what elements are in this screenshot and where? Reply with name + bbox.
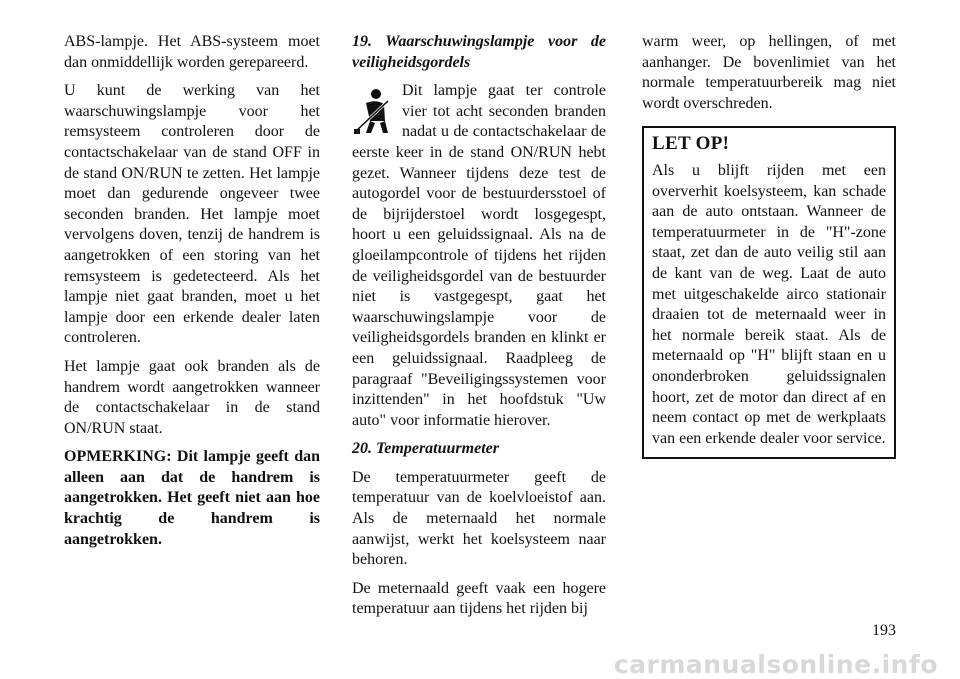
page-number: 193: [872, 622, 896, 639]
seatbelt-section: [352, 81, 606, 439]
watermark: carmanualsonline.info: [613, 650, 938, 679]
paragraph-abs-repair: ABS-lampje. Het ABS-systeem moet dan onmiddellijk worden gerepareerd.: [64, 33, 320, 71]
column-middle: [352, 32, 606, 628]
paragraph-handbrake: Het lampje gaat ook branden als de handrem wordt aangetrokken wanneer de contactschakelaar in de stand ON/RUN staat.: [64, 357, 320, 437]
warning-text: Als u blijft rijden met een oververhit koelsysteem, kan schade aan de auto ontstaan. Wanneer de temperatuurmeter in de "H"-zone staat, zet dan de auto veilig stil aan de kant van de weg. Laat de auto met uitgeschakelde airco stationair draaien tot de meternaald weer in het normale bereik staat. Als de meternaald op "H" blijft staan en u ononderbroken geluidssignalen hoort, zet de motor dan direct af en neem contact op met de werkplaats van een erkende dealer voor service.: [652, 161, 886, 447]
warning-title: LET OP!: [652, 133, 730, 155]
note-handbrake: OPMERKING: Dit lampje geeft dan alleen aan dat de handrem is aangetrokken. Het geeft niet aan hoe krachtig de handrem is aangetrokken.: [64, 448, 320, 548]
heading-seatbelt-warning: 19. Waarschuwingslampje voor de veiligheidsgordels: [352, 33, 606, 71]
column-right: [642, 32, 896, 459]
heading-temperature-gauge: 20. Temperatuurmeter: [352, 440, 499, 458]
warning-box: [642, 126, 896, 459]
paragraph-seatbelt: Dit lampje gaat ter controle vier tot acht seconden branden nadat u de contactschakelaar de eerste keer in de stand ON/RUN hebt gezet. Wanneer tijdens deze test de autogordel voor de bestuurdersstoel of de bijrijderstoel wordt losgegespt, hoort u een geluidssignaal. Als na de gloeilampcontrole of tijdens het rijden de veiligheidsgordel van de bestuurder niet is vastgegespt, gaat het waarschuwingslampje voor de veiligheidsgordels branden en klinkt er een geluidssignaal. Raadpleeg de paragraaf "Beveiligingssystemen voor inzittenden" in het hoofdstuk "Uw auto" voor informatie hierover.: [352, 82, 606, 429]
paragraph-temperature-3: warm weer, op hellingen, of met aanhanger. De bovenlimiet van het normale temperatuurbereik mag niet wordt overschreden.: [642, 33, 896, 112]
paragraph-brake-check: U kunt de werking van het waarschuwingslampje voor het remsysteem controleren door de contactschakelaar van de stand OFF in de stand ON/RUN te zetten. Het lampje moet dan gedurende ongeveer twee seconden branden. Het lampje moet vervolgens doven, tenzij de handrem is aangetrokken of een storing van het remsysteem is gedetecteerd. Als het lampje niet gaat branden, moet u het lampje door een erkende dealer laten controleren.: [64, 82, 320, 347]
paragraph-temperature-1: De temperatuurmeter geeft de temperatuur van de koelvloeistof aan. Als de meternaald het normale aanwijst, werkt het koelsysteem naar behoren.: [352, 468, 606, 569]
paragraph-temperature-2: De meternaald geeft vaak een hogere temperatuur aan tijdens het rijden bij: [352, 579, 606, 618]
column-left: [64, 32, 320, 558]
seatbelt-warning-icon: [352, 87, 396, 135]
